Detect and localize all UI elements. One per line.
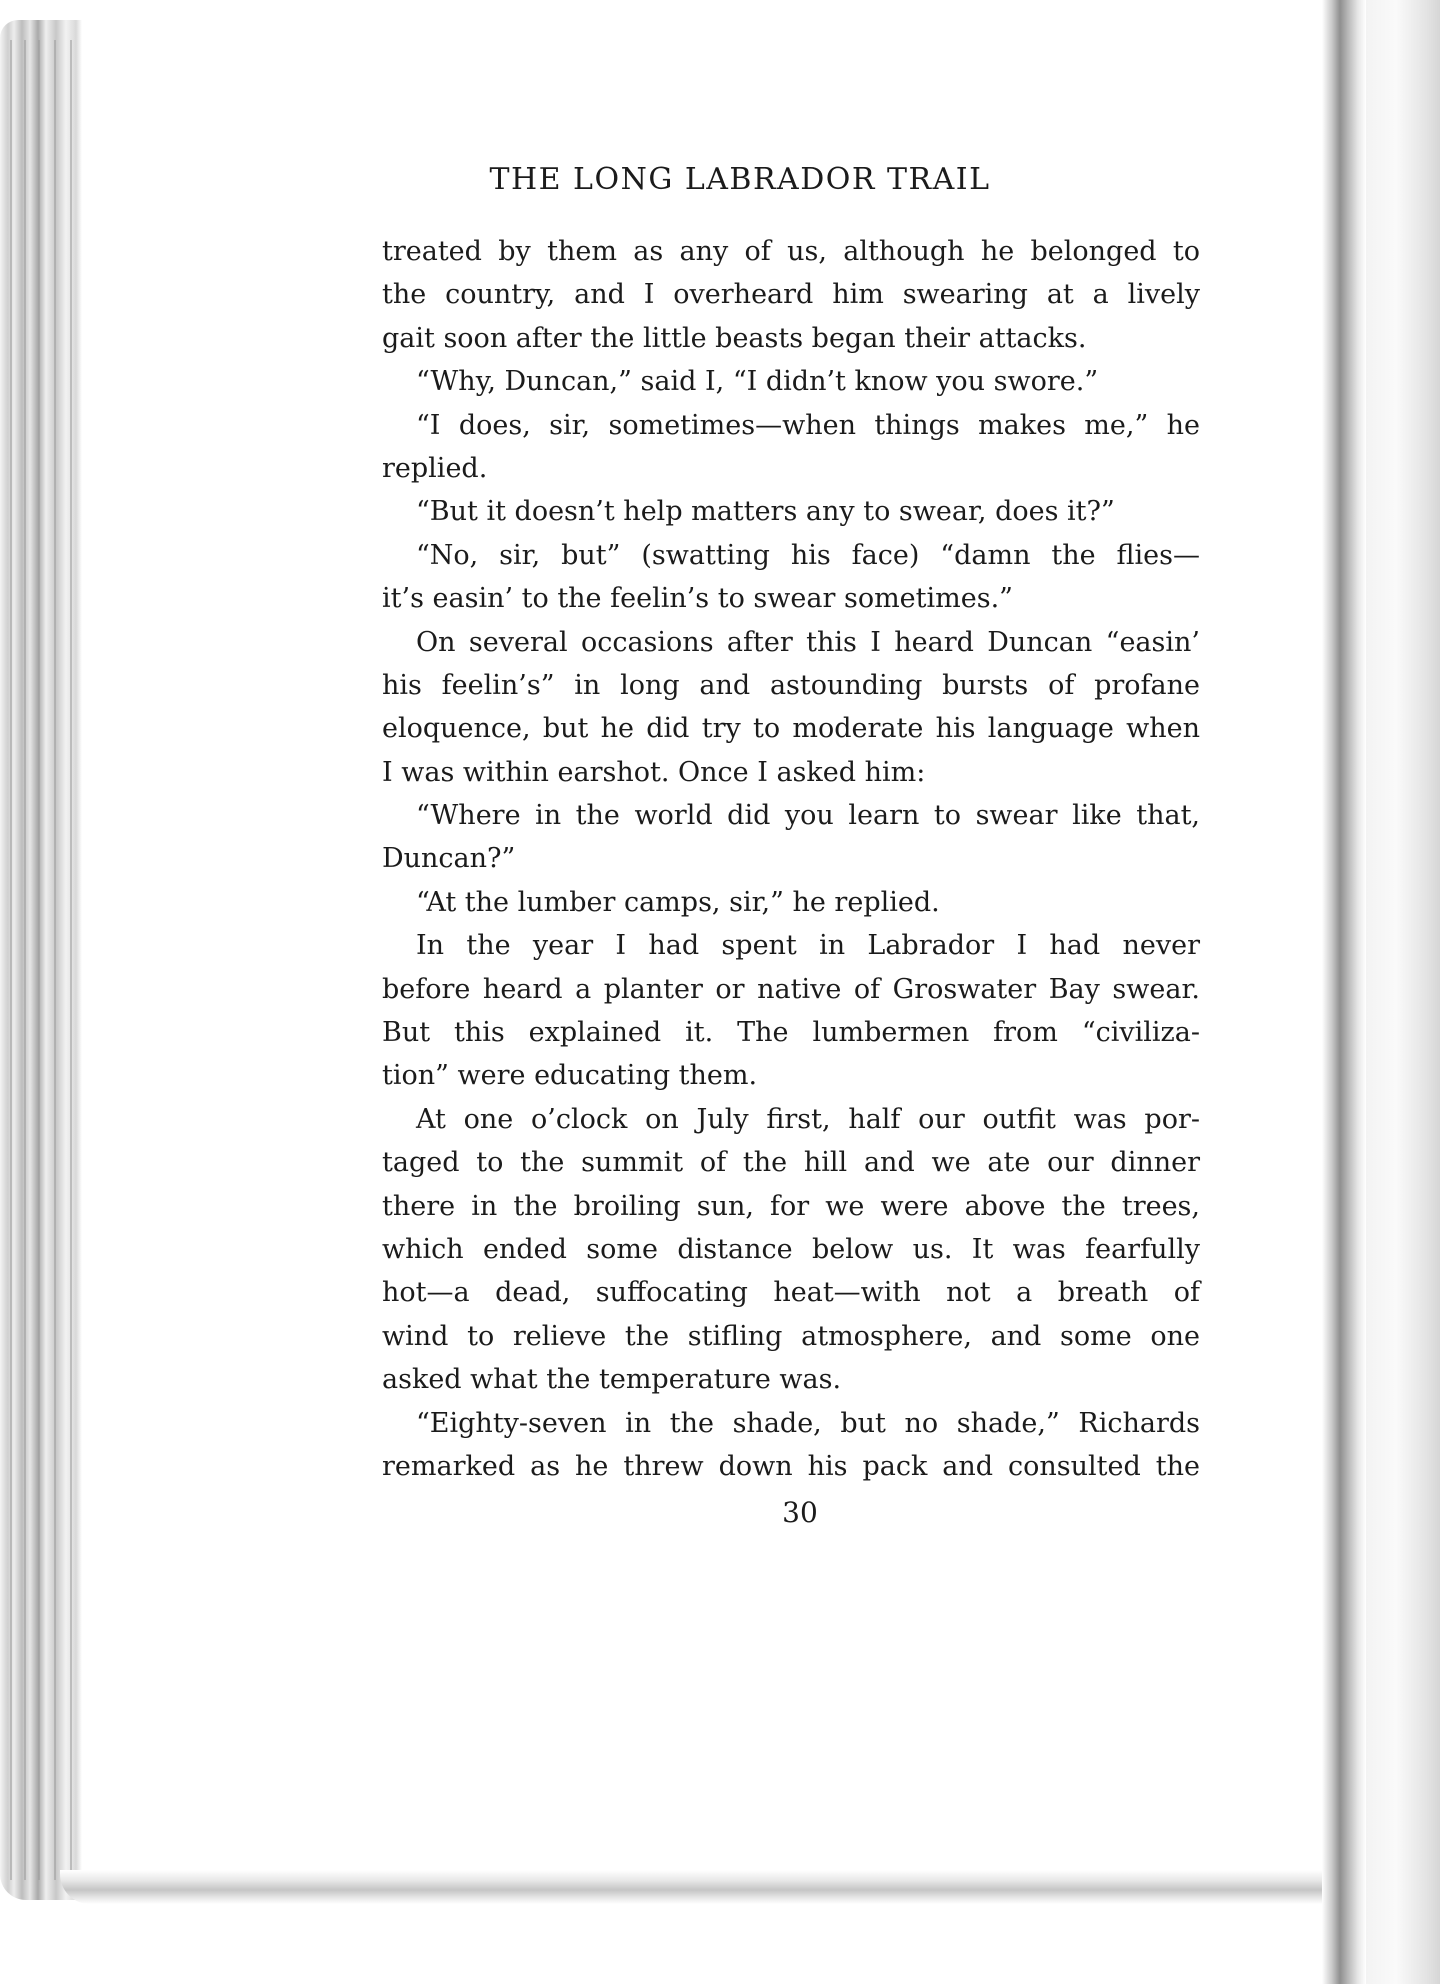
text-line: “At the lumber camps, sir,” he replied. xyxy=(416,886,940,918)
bottom-page-edge xyxy=(60,1870,1350,1904)
text-line: On several occasions after this I heard Duncan “easin’ xyxy=(416,626,1200,658)
text-line: the country, and I overheard him swearing at a lively xyxy=(382,279,1200,311)
text-line: remarked as he threw down his pack and consulted the xyxy=(382,1450,1200,1482)
text-line: taged to the summit of the hill and we ate our dinner xyxy=(382,1147,1200,1179)
text-line: eloquence, but he did try to moderate his language when xyxy=(382,713,1200,745)
text-line: it’s easin’ to the feelin’s to swear sometimes.” xyxy=(382,583,1013,615)
text-line: At one o’clock on July first, half our outfit was por- xyxy=(416,1103,1200,1135)
page-leaf-line xyxy=(38,40,40,1880)
text-line: “Where in the world did you learn to swear like that, xyxy=(416,800,1200,832)
text-line: “Why, Duncan,” said I, “I didn’t know you swore.” xyxy=(416,366,1099,398)
page-leaf-line xyxy=(70,40,72,1880)
text-line: wind to relieve the stifling atmosphere, and some one xyxy=(382,1320,1200,1352)
text-line: “No, sir, but” (swatting his face) “damn the flies— xyxy=(416,539,1200,571)
page-leaf-line xyxy=(24,40,26,1880)
page-number: 30 xyxy=(782,1496,818,1529)
text-line: “But it doesn’t help matters any to swear, does it?” xyxy=(416,496,1115,528)
text-line: In the year I had spent in Labrador I had never xyxy=(416,930,1200,962)
text-line: I was within earshot. Once I asked him: xyxy=(382,756,926,788)
body-text xyxy=(382,230,1200,1488)
page-leaf-line xyxy=(54,40,56,1880)
text-line: replied. xyxy=(382,452,488,484)
book-gutter xyxy=(1322,0,1366,1984)
text-line: gait soon after the little beasts began their attacks. xyxy=(382,322,1087,354)
text-line: hot—a dead, suffocating heat—with not a breath of xyxy=(382,1277,1200,1309)
text-line: there in the broiling sun, for we were above the trees, xyxy=(382,1190,1200,1222)
text-line: But this explained it. The lumbermen from “civiliza- xyxy=(382,1017,1200,1049)
text-line: “I does, sir, sometimes—when things makes me,” he xyxy=(416,409,1200,441)
text-line: his feelin’s” in long and astounding bursts of profane xyxy=(382,669,1200,701)
facing-page-edge xyxy=(1366,0,1440,1984)
running-head: THE LONG LABRADOR TRAIL xyxy=(489,162,991,197)
text-line: “Eighty-seven in the shade, but no shade,” Richards xyxy=(416,1407,1200,1439)
text-line: before heard a planter or native of Groswater Bay swear. xyxy=(382,973,1200,1005)
text-line: treated by them as any of us, although he belonged to xyxy=(382,236,1200,267)
text-line: which ended some distance below us. It was fearfully xyxy=(382,1233,1200,1265)
text-line: tion” were educating them. xyxy=(382,1060,758,1092)
page-leaf-line xyxy=(10,40,12,1880)
text-line: asked what the temperature was. xyxy=(382,1364,842,1396)
text-line: Duncan?” xyxy=(382,843,516,875)
